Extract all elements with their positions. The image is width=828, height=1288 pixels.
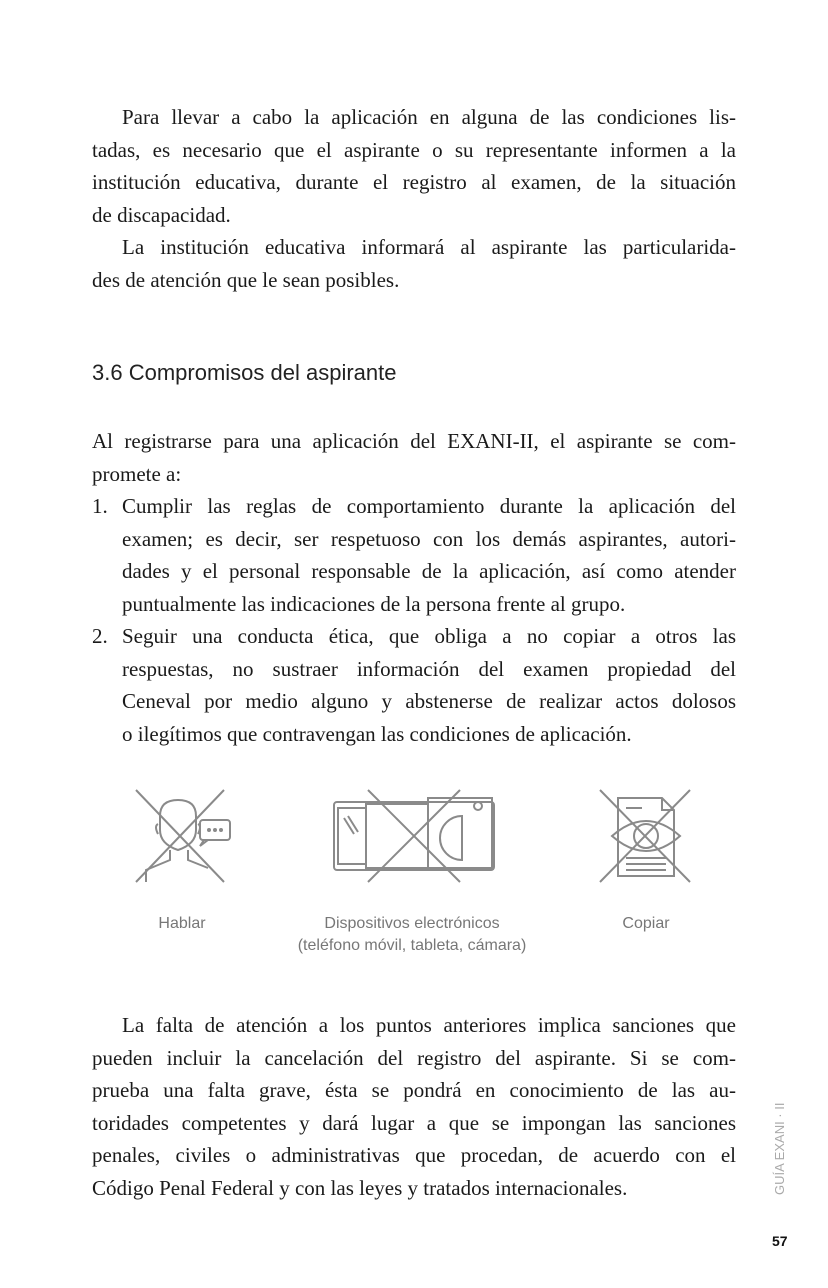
- text-line: Cumplir las reglas de comportamiento durante la aplicación del: [122, 494, 736, 518]
- no-talking-icon: [132, 788, 232, 884]
- list-item: [92, 620, 736, 750]
- text-line: des de atención que le sean posibles.: [92, 267, 400, 292]
- section-heading: 3.6 Compromisos del aspirante: [92, 360, 397, 385]
- caption-text: Hablar: [158, 915, 206, 932]
- list-item: [92, 490, 736, 620]
- closing-paragraph: [92, 1009, 736, 1204]
- list-number: 1.: [92, 494, 108, 518]
- page-number: 57: [772, 1233, 788, 1249]
- text-line: Para llevar a cabo la aplicación en alguna de las condiciones lis-: [122, 105, 736, 129]
- commitments-section: [92, 425, 736, 750]
- caption-text: Dispositivos electrónicos: [324, 915, 500, 932]
- text-line: penales, civiles o administrativas que procedan, de acuerdo con el: [92, 1143, 736, 1167]
- text-line: La institución educativa informará al aspirante las particularida-: [122, 235, 736, 259]
- caption-subtext: (teléfono móvil, tableta, cámara): [297, 937, 527, 954]
- text-line: respuestas, no sustraer información del examen propiedad del: [122, 656, 736, 681]
- text-line: prueba una falta grave, ésta se pondrá en conocimiento de las au-: [92, 1078, 736, 1102]
- text-line: examen; es decir, ser respetuoso con los demás aspirantes, autori-: [122, 526, 736, 551]
- talk-caption: [122, 913, 242, 935]
- copy-caption: [586, 913, 706, 935]
- text-line: pueden incluir la cancelación del registro del aspirante. Si se com-: [92, 1045, 736, 1070]
- text-line: institución educativa, durante el registro al examen, de la situación: [92, 170, 736, 194]
- caption-text: Copiar: [622, 915, 670, 932]
- devices-caption: [262, 913, 562, 957]
- text-line: Ceneval por medio alguno y abstenerse de realizar actos dolosos: [122, 689, 736, 713]
- text-line: Código Penal Federal y con las leyes y tratados internacionales.: [92, 1175, 628, 1200]
- text-line: tadas, es necesario que el aspirante o su representante informen a la: [92, 137, 736, 162]
- no-copying-icon: [598, 788, 694, 884]
- text-line: toridades competentes y dará lugar a que se impongan las sanciones: [92, 1110, 736, 1135]
- text-line: promete a:: [92, 461, 182, 486]
- text-line: dades y el personal responsable de la aplicación, así como atender: [122, 559, 736, 583]
- running-footer-label: GUÍA EXANI · II: [772, 1102, 787, 1195]
- text-line: La falta de atención a los puntos anteriores implica sanciones que: [122, 1013, 736, 1037]
- no-electronic-devices-icon: [332, 788, 496, 884]
- text-line: o ilegítimos que contravengan las condiciones de aplicación.: [122, 721, 632, 746]
- text-line: Al registrarse para una aplicación del EXANI-II, el aspirante se com-: [92, 429, 736, 453]
- text-line: puntualmente las indicaciones de la persona frente al grupo.: [122, 591, 626, 616]
- text-line: Seguir una conducta ética, que obliga a no copiar a otros las: [122, 624, 736, 648]
- intro-paragraph-1: [92, 101, 736, 296]
- list-number: 2.: [92, 624, 108, 648]
- text-line: de discapacidad.: [92, 202, 231, 227]
